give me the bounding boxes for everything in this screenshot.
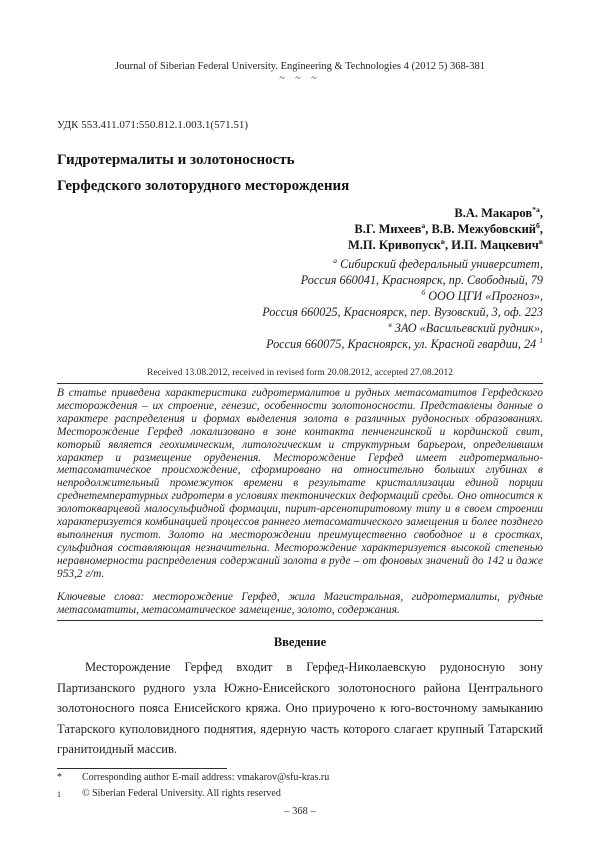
footnote-email-text: Corresponding author E-mail address: vmakarov@sfu-kras.ru xyxy=(82,772,330,784)
footnote-rule xyxy=(57,768,227,769)
authors-block xyxy=(57,205,543,253)
introduction-paragraph: Месторождение Герфед входит в Герфед-Николаевскую рудоносную зону Партизанского рудного узла Южно-Енисейского золотоносного района Центрального золотоносного пояса Енисейского кряжа. Оно приурочено к юго-восточному замыканию Татарского куполовидного поднятия, ядерную часть которого слагает крупный Татарский гранитоидный массив. xyxy=(57,660,543,757)
header-tilde-separator: ~ ~ ~ xyxy=(279,73,321,84)
footnote-marker-one: 1 xyxy=(57,789,61,799)
affiliation-rudnik-address: Россия 660075, Красноярск, ул. Красной гвардии, 24 $^1$ xyxy=(266,335,543,351)
journal-header: Journal of Siberian Federal University. Engineering & Technologies 4 (2012 5) 368-381 xyxy=(115,61,485,72)
abstract-top-rule xyxy=(57,383,543,384)
received-dates: Received 13.08.2012, received in revised form 20.08.2012, accepted 27.08.2012 xyxy=(146,368,454,378)
udc-code: УДК 553.411.071:550.812.1.003.1(571.51) xyxy=(57,119,248,131)
affiliation-rudnik-name: $^в$ ЗАО «Васильевский рудник», xyxy=(388,319,543,335)
author-line-1: В.А. Макаров$^{*а}$, xyxy=(454,204,543,220)
article-title-line1: Гидротермалиты и золотоносность xyxy=(57,152,295,168)
page-content xyxy=(57,119,543,817)
abstract-bottom-rule xyxy=(57,620,543,621)
footnote-corresponding-author xyxy=(57,771,543,784)
section-heading-introduction: Введение xyxy=(273,635,327,650)
affiliation-prognoz-name: $^б$ ООО ЦГИ «Прогноз», xyxy=(421,287,543,303)
article-title-line2: Герфедского золоторудного месторождения xyxy=(57,178,350,194)
footnote-copyright xyxy=(57,787,543,801)
page-number: – 368 – xyxy=(284,805,316,817)
footnote-copyright-text: © Siberian Federal University. All rights reserved xyxy=(82,787,281,799)
affiliations-block xyxy=(57,256,543,352)
author-line-2: В.Г. Михеев$^а$, В.В. Межубовский$^б$, xyxy=(354,220,543,236)
keywords-paragraph: Ключевые слова: месторождение Герфед, жила Магистральная, гидротермалиты, рудные метасоматиты, метасоматическое замещение, золото, содержания. xyxy=(57,590,543,616)
affiliation-sfu-address: Россия 660041, Красноярск, пр. Свободный, 79 xyxy=(300,273,543,287)
affiliation-sfu-name: $^а$ Сибирский федеральный университет, xyxy=(333,255,543,271)
affiliation-prognoz-address: Россия 660025, Красноярск, пер. Вузовский, 3, оф. 223 xyxy=(262,305,543,319)
author-line-3: М.П. Кривопуск$^в$, И.П. Мацкевич$^в$ xyxy=(348,236,543,252)
footnote-marker-asterisk: * xyxy=(57,772,62,784)
article-title xyxy=(57,147,543,199)
abstract-paragraph: В статье приведена характеристика гидротермалитов и рудных метасоматитов Герфедского месторождения – их строение, генезис, особенности золотоносности. Представлены данные о характере распределения и формах выделения золота в различных рудоносных образованиях. Месторождение Герфед локализовано в зоне контакта пенченгинской и кординской свит, который является геохимическим, литологическим и структурным барьером, определившим характер и размещение оруденения. Месторождение Герфед имеет гидротермально-метасоматическое происхождение, сформировано на относительно больших глубинах в непродолжительный промежуток времени в результате кристаллизации единой порции среднетемпературных гидротерм в условиях тектонических деформаций среды. Оно относится к золотокварцевой малосульфидной формации, пирит-арсенопиритовому типу и в своем строении характеризуется комбинацией процессов раннего метасоматического замещения и более позднего выполнения пустот. Золото на месторождении преимущественно свободное и в сростках, сульфидная составляющая незначительна. Месторождение характеризуется высокой степенью неравномерности распределения содержаний золота в руде – от фоновых значений до 142 и даже 953,2 г/т. xyxy=(57,387,543,580)
